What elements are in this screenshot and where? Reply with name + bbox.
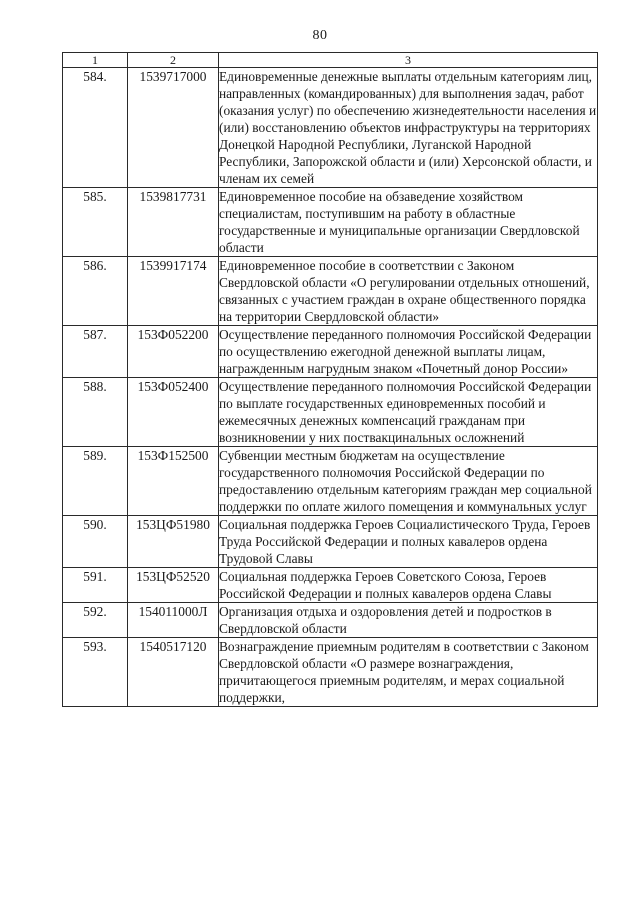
- budget-code: 1539717000: [128, 68, 219, 188]
- row-number: 590.: [63, 516, 128, 568]
- table-row: [63, 447, 598, 516]
- budget-code: 1539917174: [128, 257, 219, 326]
- table-row: [63, 638, 598, 707]
- table-row: [63, 516, 598, 568]
- row-number: 588.: [63, 378, 128, 447]
- row-number: 587.: [63, 326, 128, 378]
- table-row: [63, 568, 598, 603]
- row-description: Социальная поддержка Героев Социалистического Труда, Героев Труда Российской Федерации и полных кавалеров ордена Трудовой Славы: [219, 516, 598, 568]
- row-description: Организация отдыха и оздоровления детей и подростков в Свердловской области: [219, 603, 598, 638]
- table-row: [63, 188, 598, 257]
- budget-code: 153Ф052200: [128, 326, 219, 378]
- row-number: 593.: [63, 638, 128, 707]
- row-number: 586.: [63, 257, 128, 326]
- row-description: Социальная поддержка Героев Советского Союза, Героев Российской Федерации и полных кавалеров ордена Славы: [219, 568, 598, 603]
- table-row: [63, 257, 598, 326]
- row-number: 592.: [63, 603, 128, 638]
- budget-code: 153Ф052400: [128, 378, 219, 447]
- row-description: Единовременные денежные выплаты отдельным категориям лиц, направленных (командированных) для выполнения задач, работ (оказания услуг) по обеспечению жизнедеятельности населения и (или) восстановлению объектов инфраструктуры на территориях Донецкой Народной Республики, Луганской Народной Республики, Запорожской области и (или) Херсонской области, и членам их семей: [219, 69, 597, 186]
- table-row: [63, 68, 598, 188]
- budget-code: 153ЦФ52520: [128, 568, 219, 603]
- page-number: 80: [312, 28, 328, 43]
- row-description: Вознаграждение приемным родителям в соответствии с Законом Свердловской области «О размере вознаграждения, причитающегося приемным родителям, и мерах социальной поддержки,: [219, 638, 598, 707]
- budget-classification-table: [62, 52, 598, 707]
- budget-code: 1539817731: [128, 188, 219, 257]
- table-row: [63, 378, 598, 447]
- row-description: Единовременное пособие на обзаведение хозяйством специалистам, поступившим на работу в областные государственные и муниципальные организации Свердловской области: [219, 188, 598, 257]
- column-header-2: 2: [128, 53, 219, 68]
- row-number: 589.: [63, 447, 128, 516]
- row-description: Осуществление переданного полномочия Российской Федерации по осуществлению ежегодной денежной выплаты лицам, награжденным нагрудным знаком «Почетный донор России»: [219, 326, 598, 378]
- row-description: Субвенции местным бюджетам на осуществление государственного полномочия Российской Федерации по предоставлению отдельным категориям граждан мер социальной поддержки по оплате жилого помещения и коммунальных услуг: [219, 447, 598, 516]
- row-description: Осуществление переданного полномочия Российской Федерации по выплате государственных единовременных пособий и ежемесячных денежных компенсаций гражданам при возникновении у них поствакцинальных осложнений: [219, 378, 598, 447]
- budget-code: 153Ф152500: [128, 447, 219, 516]
- column-header-3: 3: [219, 53, 598, 68]
- table-row: [63, 603, 598, 638]
- budget-code: 1540517120: [128, 638, 219, 707]
- budget-code: 154011000Л: [128, 603, 219, 638]
- table-header-row: [63, 53, 598, 68]
- row-number: 591.: [63, 568, 128, 603]
- table-row: [63, 326, 598, 378]
- row-number: 584.: [63, 68, 128, 188]
- column-header-1: 1: [63, 53, 128, 68]
- row-description: Единовременное пособие в соответствии с Законом Свердловской области «О регулировании отдельных отношений, связанных с участием граждан в охране общественного порядка на территории Свердловской области»: [219, 257, 598, 326]
- budget-code: 153ЦФ51980: [128, 516, 219, 568]
- row-number: 585.: [63, 188, 128, 257]
